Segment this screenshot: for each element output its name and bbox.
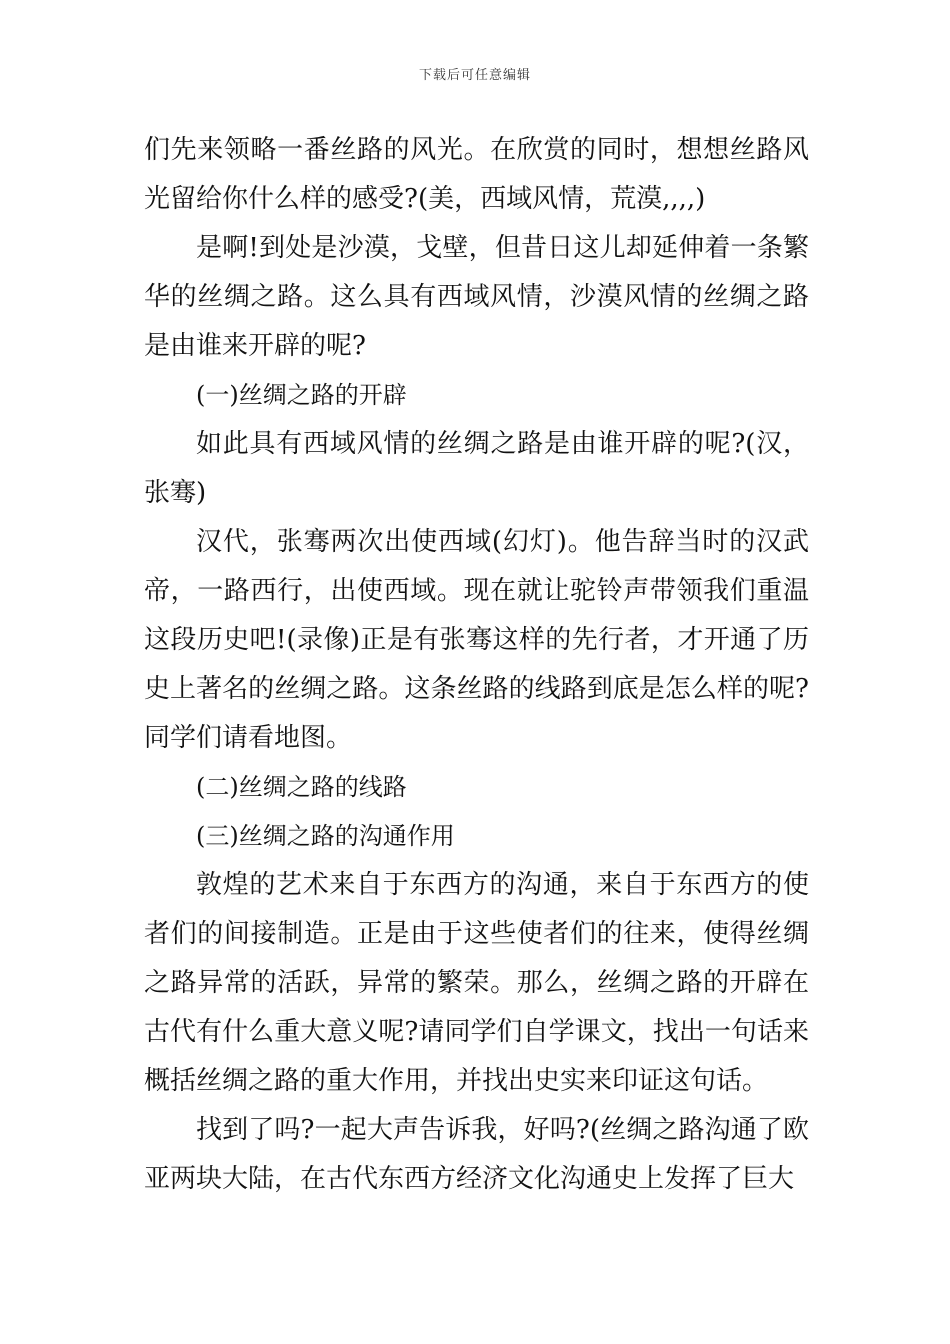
- section-heading-3: (三)丝绸之路的沟通作用: [196, 822, 455, 850]
- document-body: [144, 126, 809, 1204]
- page-header-note: 下载后可任意编辑: [418, 68, 531, 83]
- section-heading-1: (一)丝绸之路的开辟: [196, 381, 407, 409]
- paragraph-continuation: 们先来领略一番丝路的风光。在欣赏的同时，想想丝路风光留给你什么样的感受?(美，西域风情，荒漠,,,,): [144, 135, 809, 214]
- paragraph: 敦煌的艺术来自于东西方的沟通，来自于东西方的使者们的间接制造。正是由于这些使者们的往来，使得丝绸之路异常的活跃，异常的繁荣。那么，丝绸之路的开辟在古代有什么重大意义呢?请同学们自学课文，找出一句话来概括丝绸之路的重大作用，并找出史实来印证这句话。: [144, 870, 809, 1096]
- paragraph: 如此具有西域风情的丝绸之路是由谁开辟的呢?(汉，张骞): [144, 429, 809, 508]
- paragraph: 找到了吗?一起大声告诉我，好吗?(丝绸之路沟通了欧亚两块大陆，在古代东西方经济文化沟通史上发挥了巨大: [144, 1115, 809, 1194]
- section-heading-2: (二)丝绸之路的线路: [196, 773, 407, 801]
- paragraph: 汉代，张骞两次出使西域(幻灯)。他告辞当时的汉武帝，一路西行，出使西域。现在就让驼铃声带领我们重温这段历史吧!(录像)正是有张骞这样的先行者，才开通了历史上著名的丝绸之路。这条丝路的线路到底是怎么样的呢?同学们请看地图。: [144, 527, 809, 753]
- paragraph: 是啊!到处是沙漠，戈壁，但昔日这儿却延伸着一条繁华的丝绸之路。这么具有西域风情，沙漠风情的丝绸之路是由谁来开辟的呢?: [144, 233, 809, 361]
